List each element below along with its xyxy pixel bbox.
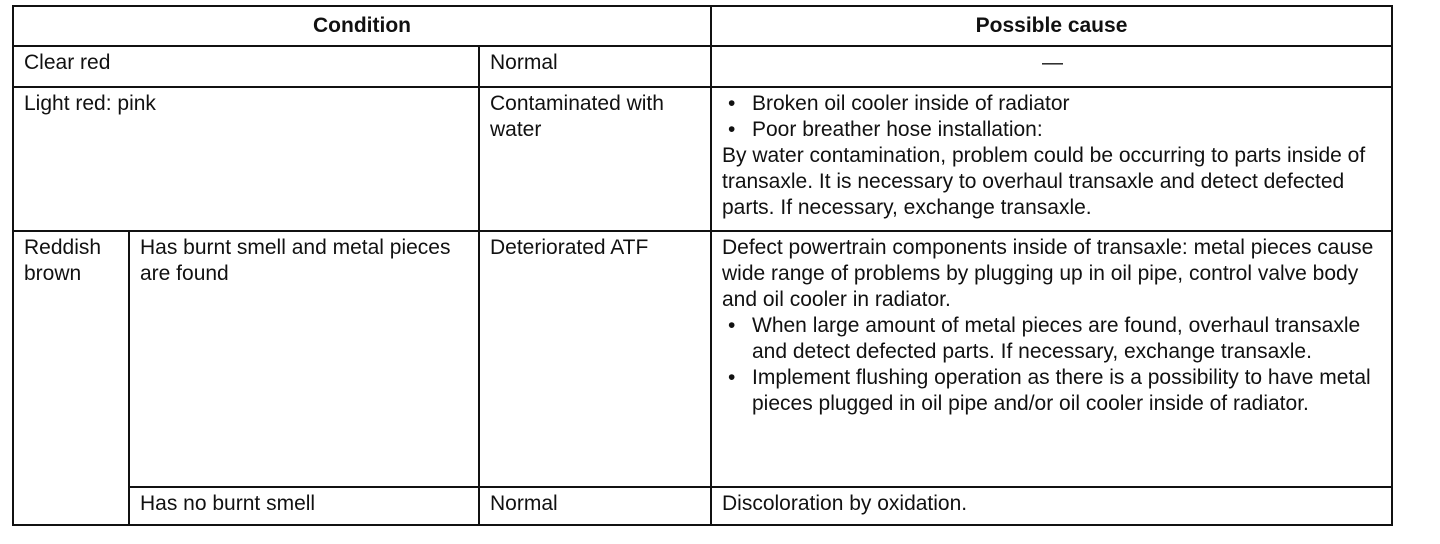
bullet-text: Poor breather hose installation: [752,118,1043,141]
bullet-text: Implement flushing operation as there is a possibility to have metal pieces plugged in oil pipe and/or oil cooler inside of radiator. [752,366,1371,415]
cause-cell: — [711,46,1392,87]
state-cell: Deteriorated ATF [479,231,711,487]
state-cell: Contaminated with water [479,87,711,231]
cause-bullet-list [722,91,1383,143]
header-condition: Condition [13,6,711,46]
color-cell: Clear red [13,46,479,87]
bullet-dot-icon: • [728,366,736,389]
bullet-dot-icon: • [728,118,736,141]
cause-intro: Defect powertrain components inside of transaxle: metal pieces cause wide range of problems by plugging up in oil pipe, control valve body and oil cooler in radiator. [722,236,1374,311]
bullet-text: Broken oil cooler inside of radiator [752,92,1070,115]
bullet-dot-icon: • [728,92,736,115]
state-cell: Normal [479,46,711,87]
cause-bullet-item [722,365,1383,417]
table-row [13,487,1392,525]
header-possible-cause: Possible cause [711,6,1392,46]
atf-condition-table [12,5,1393,526]
cause-bullet-item [722,91,1383,117]
bullet-text: When large amount of metal pieces are found, overhaul transaxle and detect defected parts. If necessary, exchange transaxle. [752,314,1361,363]
color-cell: Reddish brown [13,231,129,525]
table-row [13,46,1392,87]
table-row [13,231,1392,487]
state-cell: Normal [479,487,711,525]
cause-bullet-list [722,313,1383,417]
table-header-row [13,6,1392,46]
table-row [13,87,1392,231]
color-cell: Light red: pink [13,87,479,231]
cause-bullet-item [722,117,1383,143]
sub-condition-cell: Has no burnt smell [129,487,479,525]
cause-bullet-item [722,313,1383,365]
bullet-dot-icon: • [728,314,736,337]
cause-note: By water contamination, problem could be occurring to parts inside of transaxle. It is necessary to overhaul transaxle and detect defected parts. If necessary, exchange transaxle. [722,144,1366,219]
sub-condition-cell: Has burnt smell and metal pieces are found [129,231,479,487]
cause-cell [711,231,1392,487]
cause-cell [711,87,1392,231]
cause-cell: Discoloration by oxidation. [711,487,1392,525]
